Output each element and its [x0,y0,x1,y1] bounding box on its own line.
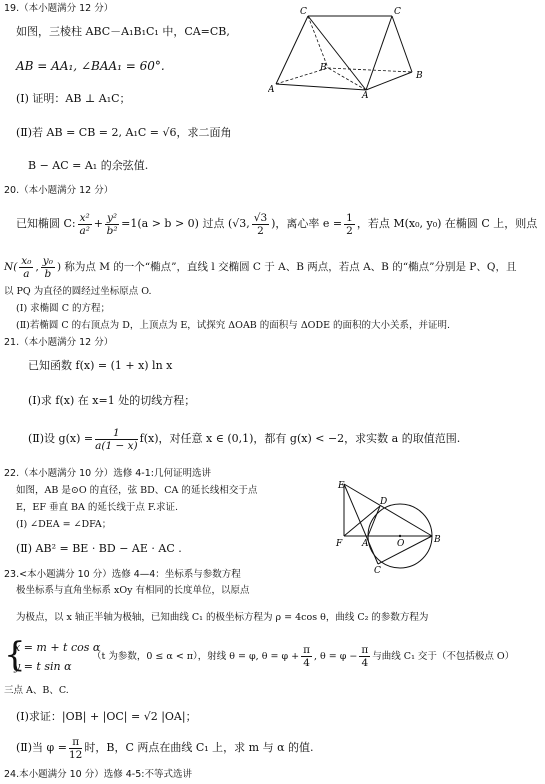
q20-line-3: 以 PQ 为直径的圆经过坐标原点 O. [4,286,152,297]
q20-heading: 20.（本小题满分 12 分） [4,185,114,196]
q23-l3g: 与曲线 C₁ 交于（不包括极点 O） [372,651,515,662]
label-B2: B [416,71,423,81]
frac-1-a1x: $\frac{1}{a(1 - x)}$ [95,426,138,452]
q23-l3a: （t 为参数，0 ≤ α < π），射线 θ = φ, θ = φ + [92,651,300,662]
q21-l3d: f(x)，对任意 x ∈ (0,1)，都有 g(x) < −2，求实数 a 的取值范围. [139,432,461,445]
q24-heading: 24.本小题满分 10 分）选修 4-5:不等式选讲 [4,769,192,780]
q20-l1g: =1(a > b > 0) 过点 (√3, [121,217,250,230]
q22-line-1: 如图，AB 是⊙O 的直径，弦 BD、CA 的延长线相交于点 [16,485,258,496]
q23-system-line [0,635,540,678]
system-eq-2: y = t sin α [14,660,72,673]
q21-l3a: (Ⅱ)设 g(x) = [28,432,94,445]
frac-y0-b: $\frac{\text{y₀}}{b}$ [42,254,53,280]
q21-line-2: (Ⅰ)求 f(x) 在 x=1 处的切线方程； [28,394,196,407]
q21-heading: 21.（本小题满分 12 分） [4,337,114,348]
q19-line-5: B − AC = A₁ 的余弦值. [28,159,149,172]
q23-l6d: 时，B，C 两点在曲线 C₁ 上，求 m 与 α 的值. [84,741,314,754]
label-F: F [336,539,343,549]
circle-figure [334,478,446,574]
label-D: D [380,497,388,507]
label-B1: B [320,63,327,73]
system-eq-1: x = m + t cos α [14,641,101,654]
q20-l1a: 已知椭圆 C: [16,217,76,230]
label-E: E [338,481,345,491]
q20-l1j: )，离心率 e = [271,217,343,230]
frac-pi-4-a: $\frac{\pi}{4}$ [303,644,310,669]
label-C1: C [300,7,307,17]
label-O: O [397,539,405,549]
q19-line-3: (Ⅰ) 证明：AB ⊥ A₁C； [16,92,131,105]
q23-l3d: , θ = φ − [313,651,358,662]
frac-x0-a: $\frac{\text{x₀}}{a}$ [21,254,32,280]
q22-line-3: (Ⅰ) ∠DEA = ∠DFA； [16,519,112,530]
frac-x2-a2: $\frac{\text{x²}}{\text{a²}}$ [79,211,90,237]
q19-heading: 19.（本小题满分 12 分） [4,3,114,14]
q20-l1m: ，若点 M(x₀, y₀) 在椭圆 C 上，则点 [356,217,538,230]
plus-sign: + [93,217,103,230]
label-C2: C [394,7,401,17]
q20-l2a: N( [4,261,18,273]
q23-l6a: (Ⅱ)当 φ = [16,741,67,754]
q20-l2g: ) 称为点 M 的一个“椭点”，直线 l 交椭圆 C 于 A、B 两点，若点 A、B 的“椭点”分别是 P、Q，且 [56,261,517,273]
q23-line-5: (Ⅰ)求证：|OB| + |OC| = √2 |OA|； [16,710,197,723]
label-A2: A [362,91,369,98]
q20-line-1 [16,209,537,239]
prism-figure [268,4,428,98]
frac-1-2: $\frac{1}{2}$ [346,211,353,237]
frac-sqrt3-2: $\frac{√3}{2}$ [253,211,268,237]
comma: , [35,261,39,273]
q20-line-4: (Ⅰ) 求椭圆 C 的方程； [16,303,110,314]
q19-line-1: 如图，三棱柱 ABC－A₁B₁C₁ 中，CA=CB, [16,25,230,38]
q22-line-2: E，EF 垂直 BA 的延长线于点 F.求证. [16,502,179,513]
system-brace: { [4,635,26,675]
frac-pi-4-b: $\frac{\pi}{4}$ [361,644,369,669]
frac-pi-12: $\frac{\pi}{12}$ [68,735,83,761]
q22-heading: 22.（本小题满分 10 分）选修 4-1:几何证明选讲 [4,468,211,479]
label-B: B [434,535,441,545]
q23-line-1: 极坐标系与直角坐标系 xOy 有相同的长度单位，以原点 [16,585,250,596]
q23-line-6 [16,733,314,763]
q21-line-1: 已知函数 f(x) = (1 + x) ln x [28,359,173,372]
frac-y2-b2: $\frac{\text{y²}}{\text{b²}}$ [106,211,118,237]
label-C: C [374,566,381,574]
q21-line-3 [28,424,460,454]
q22-line-4: (Ⅱ) AB² = BE · BD − AE · AC . [16,542,182,555]
q20-line-5: (Ⅱ)若椭圆 C 的右顶点为 D，上顶点为 E，试探究 ΔOAB 的面积与 ΔODE 的面积的大小关系，并证明. [16,320,451,331]
q23-line-4: 三点 A、B、C. [4,685,69,696]
q19-line-2: AB = AA₁, ∠BAA₁ = 60°. [16,59,165,73]
label-A1: A [268,85,275,95]
label-A: A [362,539,369,549]
q23-heading: 23.<本小题满分 10 分）选修 4—4：坐标系与参数方程 [4,569,241,580]
q23-line-2: 为极点，以 x 轴正半轴为极轴，已知曲线 C₁ 的极坐标方程为 ρ = 4cos θ，曲线 C₂ 的参数方程为 [16,612,429,623]
q19-line-4: (Ⅱ)若 AB = CB = 2, A₁C = √6，求二面角 [16,126,232,139]
q23-line-3 [92,642,514,672]
q20-line-2 [4,252,516,282]
